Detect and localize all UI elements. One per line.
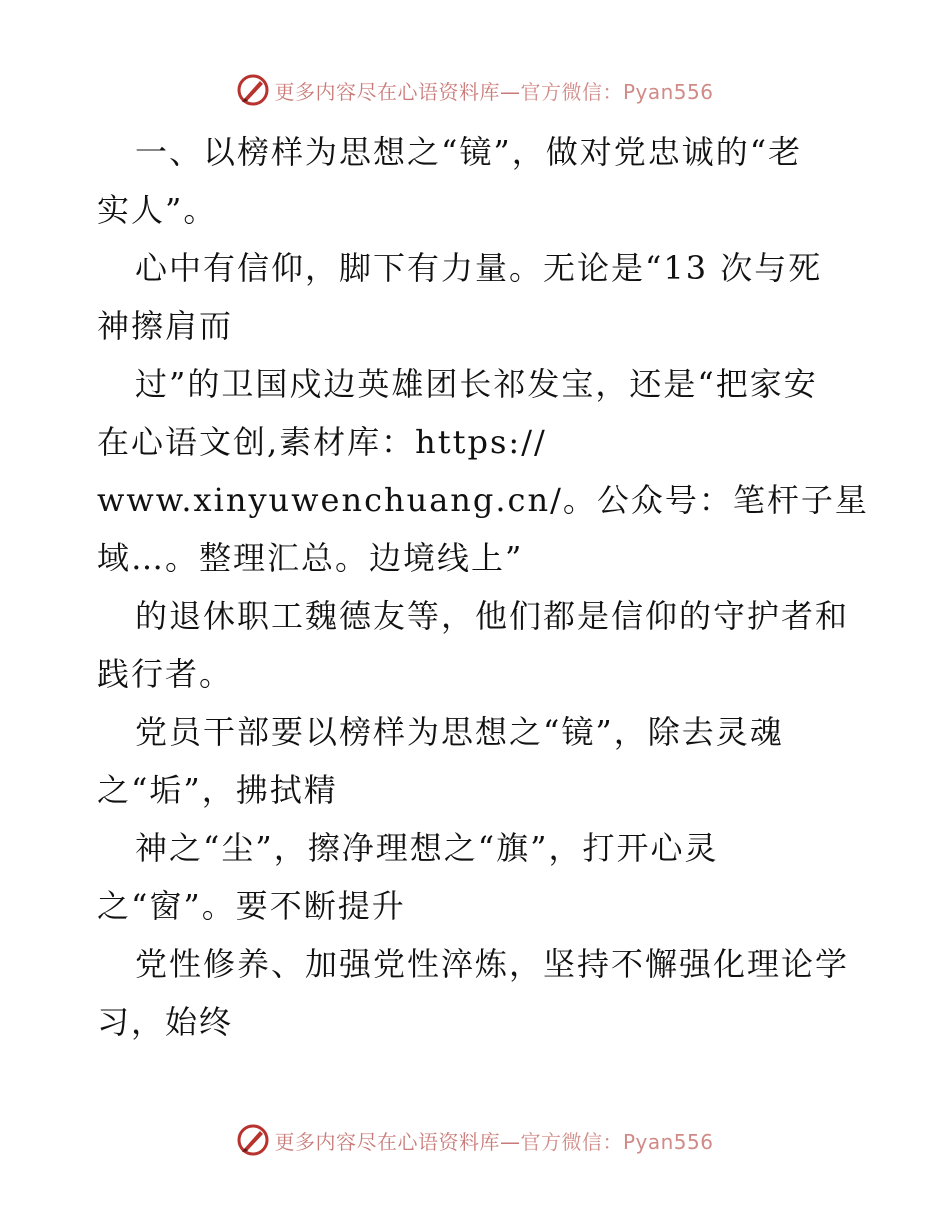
banner-separator: — [499,79,521,104]
banner-text [274,1126,713,1155]
text-line: 域…。整理汇总。边境线上” [97,539,524,577]
banner-brand: 更多内容尽在心语资料库 [274,1129,500,1154]
text-line: 的退休职工魏德友等，他们都是信仰的守护者和 [135,597,850,635]
text-line: 党员干部要以榜样为思想之“镜”，除去灵魂 [135,713,784,751]
text-line: 在心语文创,素材库：https:// [97,423,547,461]
banner-brand: 更多内容尽在心语资料库 [274,79,500,104]
quill-pen-logo-icon [236,73,270,107]
text-line: 实人”。 [97,191,218,229]
banner-text [274,76,713,105]
text-line: 之“垢”，拂拭精 [97,771,338,809]
text-line: 践行者。 [97,655,234,693]
banner-contact: 官方微信：Pyan556 [520,1129,714,1154]
text-line: 心中有信仰，脚下有力量。无论是“13 次与死 [135,249,823,287]
text-line: 之“窗”。要不断提升 [97,887,406,925]
footer-banner [0,1120,950,1160]
header-banner [0,70,950,110]
text-line: 神擦肩而 [97,307,234,345]
quill-pen-logo-icon [236,1123,270,1157]
text-line: 过”的卫国戍边英雄团长祁发宝，还是“把家安 [135,365,818,403]
banner-separator: — [499,1129,521,1154]
text-line: 神之“尘”，擦净理想之“旗”，打开心灵 [135,829,719,867]
document-body [97,123,869,1051]
text-line: 一、以榜样为思想之“镜”，做对党忠诚的“老 [135,133,803,171]
text-line: www.xinyuwenchuang.cn/。公众号：笔杆子星 [97,481,869,519]
text-line: 习，始终 [97,1003,234,1041]
text-line: 党性修养、加强党性淬炼，坚持不懈强化理论学 [135,945,850,983]
banner-contact: 官方微信：Pyan556 [520,79,714,104]
